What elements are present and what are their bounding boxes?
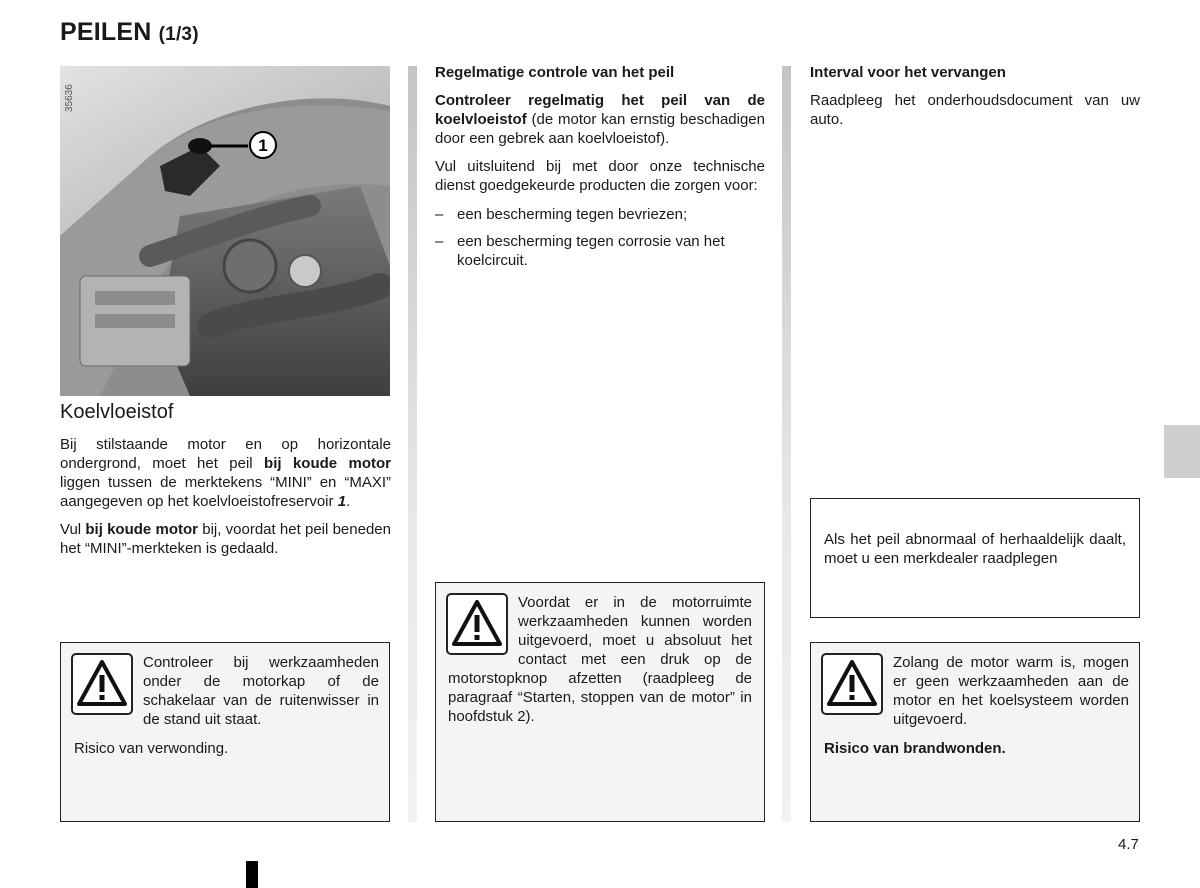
warning-risk-hot-engine: Risico van brandwonden. (824, 740, 1006, 757)
footer-bar (246, 861, 258, 888)
warning-box-hot-engine (810, 642, 1140, 822)
warning-box-ignition (435, 582, 765, 822)
middle-body-text (435, 91, 765, 278)
left-body-text (60, 435, 391, 567)
left-paragraph-1: Bij stilstaande motor en op horizontale ondergrond, moet het peil bij koude motor liggen tussen de merktekens “MINI” en “MAXI” aangegeven op het koelvloeistofreservoir 1. (60, 436, 392, 510)
middle-paragraph-2: Vul uitsluitend bij met door onze technische dienst goedgekeurde producten die zorgen voor: (435, 158, 765, 194)
warning-text-ignition: Voordat er in de motorruimte werkzaamheden kunnen worden uitgevoerd, moet u absoluut het contact met een druk op de motorstopknop afzetten (raadpleeg de paragraaf “Starten, stoppen van de motor” in hoofdstuk 2). (448, 594, 752, 725)
right-paragraph-1: Raadpleeg het onderhoudsdocument van uw auto. (810, 92, 1140, 128)
figure-code (58, 74, 78, 114)
callout-number: 1 (258, 136, 268, 155)
page-title (60, 18, 199, 47)
list-item: – een bescherming tegen corrosie van het koelcircuit. (435, 232, 765, 270)
engine-bay-photo (60, 66, 390, 396)
page-number: 4.7 (1118, 836, 1139, 853)
warning-box-wiper (60, 642, 390, 822)
note-box-dealer (810, 498, 1140, 618)
page-title-suffix: (1/3) (158, 24, 199, 45)
section-heading-koelvloeistof: Koelvloeistof (60, 401, 174, 423)
list-item: – een bescherming tegen bevriezen; (435, 205, 765, 224)
chapter-tab-marker (1164, 425, 1200, 478)
warning-text-hot-engine: Zolang de motor warm is, mogen er geen werkzaamheden aan de motor en het koelsysteem worden uitgevoerd. (893, 654, 1129, 728)
warning-triangle-icon (821, 653, 883, 715)
protection-list (435, 205, 765, 270)
page-title-text: PEILEN (60, 18, 152, 46)
warning-risk-wiper: Risico van verwonding. (74, 740, 229, 757)
subheading-regular-check: Regelmatige controle van het peil (435, 64, 675, 81)
engine-bay-illustration (60, 66, 390, 396)
figure-code-text: 35636 (64, 84, 75, 112)
middle-paragraph-1: Controleer regelmatig het peil van de koelvloeistof (de motor kan ernstig beschadigen door een gebrek aan koelvloeistof). (435, 92, 765, 147)
left-paragraph-2: Vul bij koude motor bij, voordat het peil beneden het “MINI”-merkteken is gedaald. (60, 521, 391, 557)
right-body-text (810, 91, 1140, 138)
column-divider-right (782, 66, 791, 822)
column-divider-left (408, 66, 417, 822)
subheading-replacement-interval: Interval voor het vervangen (810, 64, 1006, 81)
warning-triangle-icon (71, 653, 133, 715)
warning-text-wiper: Controleer bij werkzaamheden onder de motorkap of de schakelaar van de ruitenwisser in de stand uit staat. (143, 654, 379, 728)
note-text-dealer: Als het peil abnormaal of herhaaldelijk daalt, moet u een merkdealer raadplegen (824, 531, 1126, 567)
